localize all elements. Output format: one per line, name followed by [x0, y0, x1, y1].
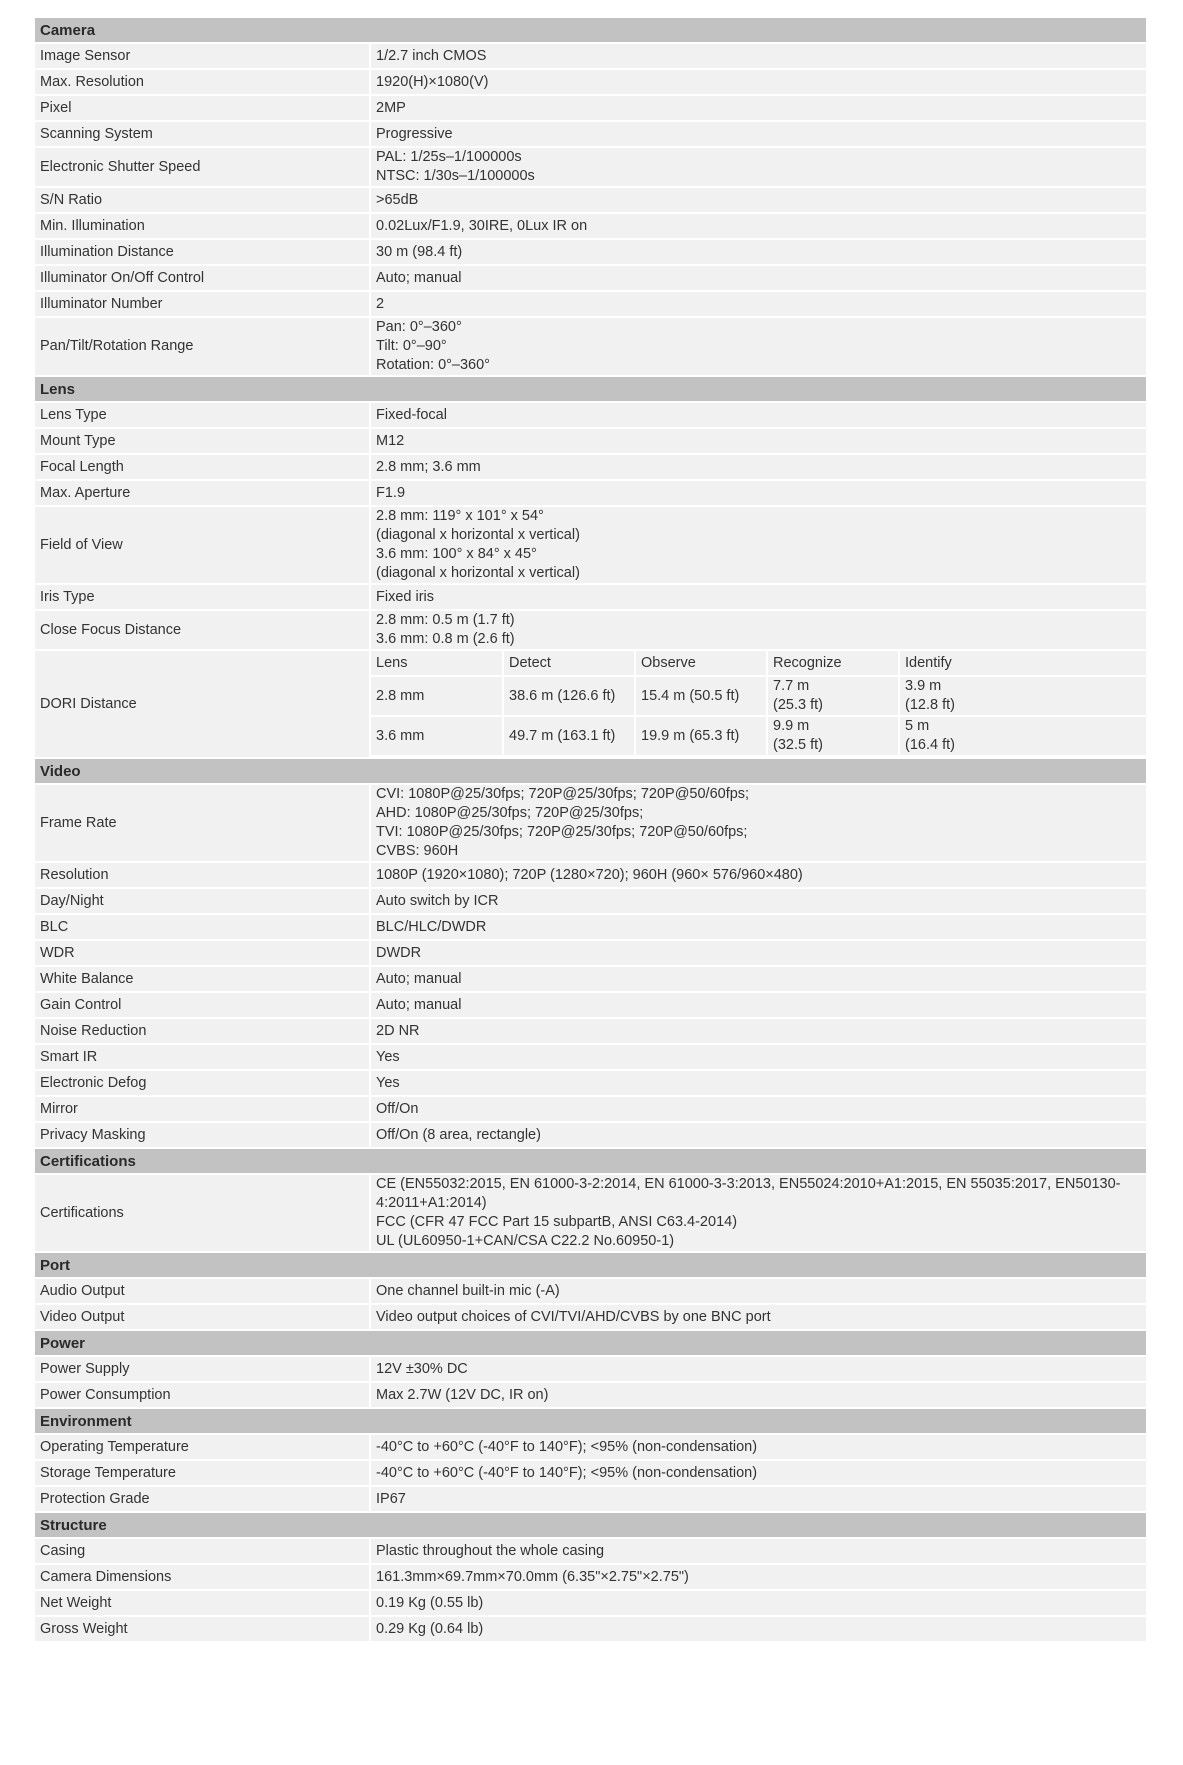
dori-cell-line: (32.5 ft) — [773, 737, 823, 753]
dori-cell — [899, 676, 1146, 716]
spec-value — [370, 402, 1146, 428]
spec-value-line: Tilt: 0°–90° — [376, 338, 447, 354]
section-title: Structure — [35, 1512, 1146, 1538]
dori-cell-line: 15.4 m (50.5 ft) — [641, 687, 740, 704]
spec-value-line: Rotation: 0°–360° — [376, 357, 490, 373]
spec-label: Pan/Tilt/Rotation Range — [35, 317, 370, 376]
spec-value — [370, 1174, 1146, 1252]
spec-value-line: (diagonal x horizontal x vertical) — [376, 527, 580, 543]
spec-value-line: Fixed iris — [376, 588, 435, 605]
section-header-lens — [35, 376, 1146, 402]
spec-row-min-illumination — [35, 213, 1146, 239]
spec-label: Pixel — [35, 95, 370, 121]
spec-value — [370, 1044, 1146, 1070]
dori-cell-line: 5 m — [905, 718, 930, 734]
spec-value-line: 2MP — [376, 99, 406, 116]
spec-row-mirror — [35, 1096, 1146, 1122]
spec-value-line: F1.9 — [376, 484, 406, 501]
spec-value-line: 1920(H)×1080(V) — [376, 73, 489, 90]
section-title: Certifications — [35, 1148, 1146, 1174]
spec-value-line: M12 — [376, 432, 405, 449]
spec-row-blc — [35, 914, 1146, 940]
spec-value-line: Off/On — [376, 1100, 419, 1117]
spec-value — [370, 940, 1146, 966]
spec-value — [370, 1070, 1146, 1096]
dori-header-detect: Detect — [503, 651, 635, 676]
spec-label: White Balance — [35, 966, 370, 992]
spec-value-line: AHD: 1080P@25/30fps; 720P@25/30fps; — [376, 805, 644, 821]
dori-cell — [767, 676, 899, 716]
section-header-camera — [35, 18, 1146, 43]
spec-value-line: 2.8 mm: 0.5 m (1.7 ft) — [376, 612, 515, 628]
spec-label: Noise Reduction — [35, 1018, 370, 1044]
spec-row-operating-temperature — [35, 1434, 1146, 1460]
spec-row-frame-rate — [35, 784, 1146, 862]
section-title: Video — [35, 758, 1146, 784]
spec-value — [370, 1018, 1146, 1044]
spec-row-video-output — [35, 1304, 1146, 1330]
dori-header-row — [371, 651, 1146, 676]
spec-value-line: NTSC: 1/30s–1/100000s — [376, 168, 535, 184]
spec-row-illuminator-on-off-control — [35, 265, 1146, 291]
spec-label: Day/Night — [35, 888, 370, 914]
spec-value — [370, 1096, 1146, 1122]
spec-label: Mirror — [35, 1096, 370, 1122]
spec-label: WDR — [35, 940, 370, 966]
spec-label: Close Focus Distance — [35, 610, 370, 650]
spec-row-camera-dimensions — [35, 1564, 1146, 1590]
spec-value-line: 0.29 Kg (0.64 lb) — [376, 1620, 484, 1637]
dori-cell — [767, 716, 899, 756]
section-title: Port — [35, 1252, 1146, 1278]
spec-value — [370, 317, 1146, 376]
spec-label: Power Supply — [35, 1356, 370, 1382]
spec-table-body — [35, 18, 1146, 1642]
spec-value-line: 2 — [376, 295, 385, 312]
spec-value-line: DWDR — [376, 944, 422, 961]
spec-value — [370, 506, 1146, 584]
spec-value — [370, 862, 1146, 888]
spec-label: Audio Output — [35, 1278, 370, 1304]
spec-value — [370, 69, 1146, 95]
spec-row-power-consumption — [35, 1382, 1146, 1408]
spec-value — [370, 784, 1146, 862]
spec-row-illumination-distance — [35, 239, 1146, 265]
spec-row-certifications — [35, 1174, 1146, 1252]
spec-value-line: FCC (CFR 47 FCC Part 15 subpartB, ANSI C63.4-2014) — [376, 1214, 738, 1230]
spec-value-line: 2D NR — [376, 1022, 420, 1039]
spec-row-max-aperture — [35, 480, 1146, 506]
dori-cell-line: 3.6 mm — [376, 727, 425, 744]
spec-value-line: (diagonal x horizontal x vertical) — [376, 565, 580, 581]
spec-value — [370, 610, 1146, 650]
spec-value — [370, 1122, 1146, 1148]
spec-value — [370, 43, 1146, 69]
spec-label: Video Output — [35, 1304, 370, 1330]
spec-value-line: Auto switch by ICR — [376, 892, 499, 909]
spec-value-line: 2.8 mm: 119° x 101° x 54° — [376, 508, 544, 524]
dori-cell-line: 38.6 m (126.6 ft) — [509, 687, 616, 704]
section-header-video — [35, 758, 1146, 784]
spec-value-line: Max 2.7W (12V DC, IR on) — [376, 1386, 549, 1403]
spec-row-power-supply — [35, 1356, 1146, 1382]
spec-label: Power Consumption — [35, 1382, 370, 1408]
spec-value — [370, 1564, 1146, 1590]
spec-row-focal-length — [35, 454, 1146, 480]
spec-label: Focal Length — [35, 454, 370, 480]
spec-value-line: 3.6 mm: 100° x 84° x 45° — [376, 546, 537, 562]
spec-value — [370, 1616, 1146, 1642]
spec-value-line: >65dB — [376, 191, 419, 208]
dori-cell — [503, 716, 635, 756]
spec-label: BLC — [35, 914, 370, 940]
spec-row-max-resolution — [35, 69, 1146, 95]
dori-header-identify: Identify — [899, 651, 1146, 676]
dori-cell-line: 3.9 m — [905, 678, 942, 694]
section-header-structure — [35, 1512, 1146, 1538]
spec-row-image-sensor — [35, 43, 1146, 69]
spec-label: Protection Grade — [35, 1486, 370, 1512]
spec-row-wdr — [35, 940, 1146, 966]
dori-cell-line: 19.9 m (65.3 ft) — [641, 727, 740, 744]
spec-label: Field of View — [35, 506, 370, 584]
spec-value — [370, 1590, 1146, 1616]
spec-value-line: -40°C to +60°C (-40°F to 140°F); <95% (non-condensation) — [376, 1464, 758, 1481]
spec-value — [370, 914, 1146, 940]
spec-row-privacy-masking — [35, 1122, 1146, 1148]
spec-value — [370, 147, 1146, 187]
dori-cell-line: 49.7 m (163.1 ft) — [509, 727, 616, 744]
dori-cell-line: 9.9 m — [773, 718, 810, 734]
dori-cell — [371, 676, 503, 716]
spec-value-line: CVBS: 960H — [376, 843, 459, 859]
spec-row-white-balance — [35, 966, 1146, 992]
spec-value — [370, 584, 1146, 610]
spec-row-net-weight — [35, 1590, 1146, 1616]
spec-value-line: BLC/HLC/DWDR — [376, 918, 487, 935]
spec-row-close-focus-distance — [35, 610, 1146, 650]
spec-label: Electronic Defog — [35, 1070, 370, 1096]
spec-value-line: Auto; manual — [376, 970, 462, 987]
spec-row-illuminator-number — [35, 291, 1146, 317]
spec-value — [370, 480, 1146, 506]
spec-value — [370, 966, 1146, 992]
dori-header-recognize: Recognize — [767, 651, 899, 676]
dori-cell-line: 7.7 m — [773, 678, 810, 694]
spec-value-line: Progressive — [376, 125, 453, 142]
dori-header-lens: Lens — [371, 651, 503, 676]
spec-value — [370, 265, 1146, 291]
spec-value-line: 30 m (98.4 ft) — [376, 243, 463, 260]
spec-value-line: 3.6 mm: 0.8 m (2.6 ft) — [376, 631, 515, 647]
spec-label: Frame Rate — [35, 784, 370, 862]
spec-row-iris-type — [35, 584, 1146, 610]
spec-value-line: Auto; manual — [376, 269, 462, 286]
spec-value-line: CE (EN55032:2015, EN 61000-3-2:2014, EN 61000-3-3:2013, EN55024:2010+A1:2015, EN 55035:2017, EN50130- — [376, 1176, 1121, 1192]
section-title: Environment — [35, 1408, 1146, 1434]
spec-value-line: UL (UL60950-1+CAN/CSA C22.2 No.60950-1) — [376, 1233, 675, 1249]
spec-value — [370, 1356, 1146, 1382]
spec-row-resolution — [35, 862, 1146, 888]
spec-row-day-night — [35, 888, 1146, 914]
spec-row-s-n-ratio — [35, 187, 1146, 213]
spec-label: Camera Dimensions — [35, 1564, 370, 1590]
spec-value — [370, 1382, 1146, 1408]
spec-row-gain-control — [35, 992, 1146, 1018]
spec-label: Illuminator Number — [35, 291, 370, 317]
spec-label: Gain Control — [35, 992, 370, 1018]
spec-label: Illumination Distance — [35, 239, 370, 265]
spec-value — [370, 888, 1146, 914]
spec-value-line: 1080P (1920×1080); 720P (1280×720); 960H (960× 576/960×480) — [376, 866, 803, 883]
spec-value-line: Fixed-focal — [376, 406, 447, 423]
spec-row-electronic-shutter-speed — [35, 147, 1146, 187]
spec-value — [370, 213, 1146, 239]
spec-value — [370, 1460, 1146, 1486]
spec-label: Net Weight — [35, 1590, 370, 1616]
spec-value-line: CVI: 1080P@25/30fps; 720P@25/30fps; 720P@50/60fps; — [376, 786, 750, 802]
spec-label: Certifications — [35, 1174, 370, 1252]
spec-value-line: PAL: 1/25s–1/100000s — [376, 149, 522, 165]
spec-value — [370, 1538, 1146, 1564]
spec-label: Smart IR — [35, 1044, 370, 1070]
dori-table — [371, 651, 1146, 757]
spec-value — [370, 1278, 1146, 1304]
dori-cell — [371, 716, 503, 756]
spec-value — [370, 650, 1146, 758]
spec-value-line: 4:2011+A1:2014) — [376, 1195, 487, 1211]
spec-label: Mount Type — [35, 428, 370, 454]
spec-row-casing — [35, 1538, 1146, 1564]
spec-row-electronic-defog — [35, 1070, 1146, 1096]
spec-row-noise-reduction — [35, 1018, 1146, 1044]
section-header-power — [35, 1330, 1146, 1356]
spec-row-audio-output — [35, 1278, 1146, 1304]
section-header-certifications — [35, 1148, 1146, 1174]
spec-value — [370, 291, 1146, 317]
dori-cell-line: 2.8 mm — [376, 687, 425, 704]
spec-value-line: -40°C to +60°C (-40°F to 140°F); <95% (non-condensation) — [376, 1438, 758, 1455]
section-title: Power — [35, 1330, 1146, 1356]
spec-value-line: Pan: 0°–360° — [376, 319, 462, 335]
spec-row-smart-ir — [35, 1044, 1146, 1070]
dori-cell-line: (25.3 ft) — [773, 697, 823, 713]
spec-label: Casing — [35, 1538, 370, 1564]
dori-cell — [635, 716, 767, 756]
spec-row-mount-type — [35, 428, 1146, 454]
spec-row-pixel — [35, 95, 1146, 121]
dori-cell — [899, 716, 1146, 756]
spec-value-line: 2.8 mm; 3.6 mm — [376, 458, 481, 475]
spec-row-field-of-view — [35, 506, 1146, 584]
spec-label: Iris Type — [35, 584, 370, 610]
spec-label: Gross Weight — [35, 1616, 370, 1642]
spec-value-line: TVI: 1080P@25/30fps; 720P@25/30fps; 720P@50/60fps; — [376, 824, 748, 840]
dori-row — [371, 716, 1146, 756]
spec-value-line: Plastic throughout the whole casing — [376, 1542, 605, 1559]
spec-row-gross-weight — [35, 1616, 1146, 1642]
section-header-port — [35, 1252, 1146, 1278]
spec-row-protection-grade — [35, 1486, 1146, 1512]
spec-value-line: Yes — [376, 1074, 400, 1091]
spec-value-line: 12V ±30% DC — [376, 1360, 468, 1377]
spec-value — [370, 1304, 1146, 1330]
spec-value-line: Video output choices of CVI/TVI/AHD/CVBS by one BNC port — [376, 1308, 771, 1325]
dori-header-observe: Observe — [635, 651, 767, 676]
spec-label: Illuminator On/Off Control — [35, 265, 370, 291]
spec-label: Scanning System — [35, 121, 370, 147]
spec-value — [370, 1434, 1146, 1460]
spec-label: Image Sensor — [35, 43, 370, 69]
spec-label: Electronic Shutter Speed — [35, 147, 370, 187]
spec-value-line: Auto; manual — [376, 996, 462, 1013]
spec-value — [370, 1486, 1146, 1512]
spec-label: Min. Illumination — [35, 213, 370, 239]
spec-value — [370, 121, 1146, 147]
spec-table — [35, 18, 1146, 1643]
section-header-environment — [35, 1408, 1146, 1434]
spec-label: Operating Temperature — [35, 1434, 370, 1460]
spec-row-lens-type — [35, 402, 1146, 428]
spec-value-line: 0.19 Kg (0.55 lb) — [376, 1594, 484, 1611]
spec-label: Resolution — [35, 862, 370, 888]
spec-value — [370, 239, 1146, 265]
spec-label: Max. Aperture — [35, 480, 370, 506]
section-title: Lens — [35, 376, 1146, 402]
spec-label: Storage Temperature — [35, 1460, 370, 1486]
spec-value — [370, 454, 1146, 480]
spec-row-scanning-system — [35, 121, 1146, 147]
spec-value — [370, 187, 1146, 213]
spec-value-line: Yes — [376, 1048, 400, 1065]
spec-value — [370, 428, 1146, 454]
dori-row — [371, 676, 1146, 716]
spec-value-line: 1/2.7 inch CMOS — [376, 47, 487, 64]
spec-value-line: 161.3mm×69.7mm×70.0mm (6.35"×2.75"×2.75") — [376, 1568, 689, 1585]
spec-value-line: IP67 — [376, 1490, 406, 1507]
dori-cell-line: (16.4 ft) — [905, 737, 955, 753]
spec-value — [370, 95, 1146, 121]
spec-value — [370, 992, 1146, 1018]
spec-label: DORI Distance — [35, 650, 370, 758]
spec-row-storage-temperature — [35, 1460, 1146, 1486]
dori-cell — [635, 676, 767, 716]
dori-cell — [503, 676, 635, 716]
spec-row-dori-distance — [35, 650, 1146, 758]
section-title: Camera — [35, 18, 1146, 43]
dori-cell-line: (12.8 ft) — [905, 697, 955, 713]
spec-row-pan-tilt-rotation-range — [35, 317, 1146, 376]
spec-value-line: Off/On (8 area, rectangle) — [376, 1126, 541, 1143]
spec-label: Max. Resolution — [35, 69, 370, 95]
spec-label: Privacy Masking — [35, 1122, 370, 1148]
spec-value-line: 0.02Lux/F1.9, 30IRE, 0Lux IR on — [376, 217, 588, 234]
spec-label: Lens Type — [35, 402, 370, 428]
spec-label: S/N Ratio — [35, 187, 370, 213]
spec-value-line: One channel built-in mic (-A) — [376, 1282, 560, 1299]
